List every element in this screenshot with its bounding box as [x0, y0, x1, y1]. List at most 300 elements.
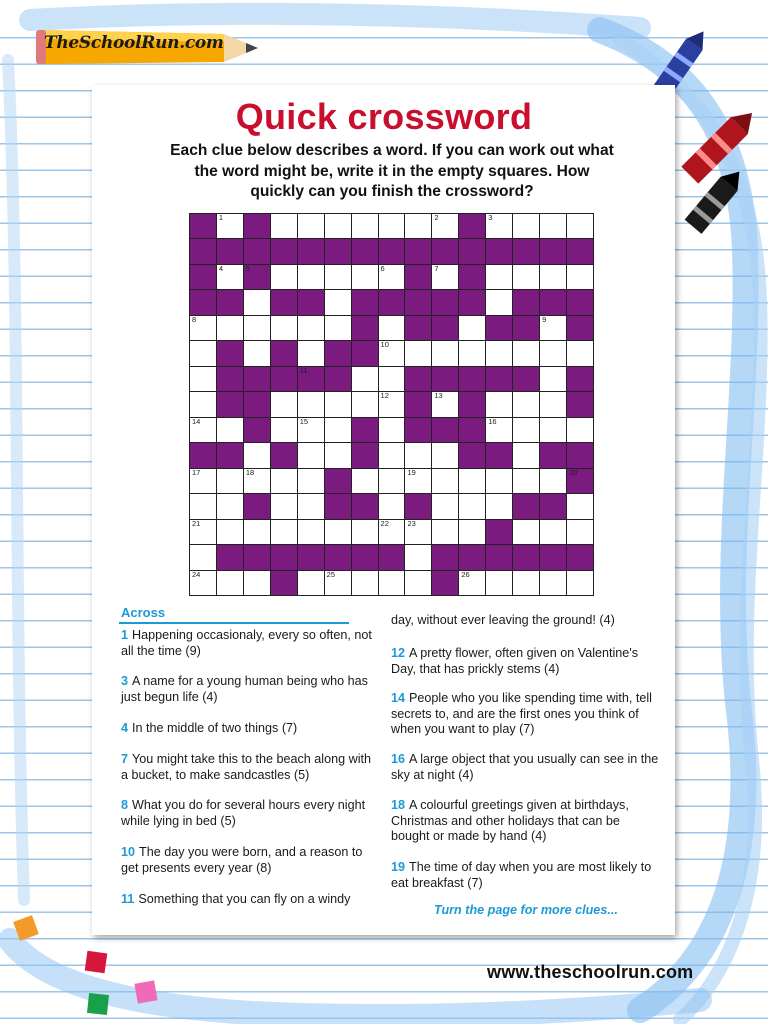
- clue-item: [391, 860, 659, 891]
- answer-square[interactable]: [486, 214, 512, 238]
- black-square: [513, 239, 539, 263]
- across-heading: Across: [121, 605, 166, 620]
- black-square: [459, 545, 485, 569]
- clue-item-number: 8: [121, 798, 129, 812]
- answer-square[interactable]: [379, 341, 405, 365]
- answer-square[interactable]: [459, 520, 485, 544]
- answer-square[interactable]: [325, 214, 351, 238]
- answer-square[interactable]: [567, 418, 593, 442]
- clue-item: [121, 628, 379, 659]
- black-square: [432, 571, 458, 595]
- black-square: [325, 494, 351, 518]
- black-square: [459, 443, 485, 467]
- answer-square[interactable]: [405, 571, 431, 595]
- black-square: [432, 545, 458, 569]
- black-square: [352, 316, 378, 340]
- black-square: [540, 290, 566, 314]
- black-square: [513, 494, 539, 518]
- black-square: [217, 443, 243, 467]
- clue-item-text: A pretty flower, often given on Valentine's Day, that has prickly stems (4): [391, 646, 639, 676]
- black-square: [405, 316, 431, 340]
- black-square: [379, 290, 405, 314]
- black-square: [271, 239, 297, 263]
- clue-number: 24: [192, 569, 201, 579]
- black-square: [486, 443, 512, 467]
- black-square: [244, 545, 270, 569]
- black-square: [567, 392, 593, 416]
- answer-square[interactable]: [513, 341, 539, 365]
- black-square: [459, 265, 485, 289]
- black-square: [271, 367, 297, 391]
- black-square: [540, 545, 566, 569]
- clue-number: 19: [407, 467, 416, 477]
- answer-square[interactable]: [217, 469, 243, 493]
- clue-number: 13: [434, 391, 443, 401]
- clue-item: [391, 798, 659, 845]
- clue-item-text: People who you like spending time with, tell secrets to, and are the first ones you think of when you want to play (7): [391, 691, 652, 737]
- answer-square[interactable]: [513, 520, 539, 544]
- answer-square[interactable]: [513, 469, 539, 493]
- answer-square[interactable]: [352, 367, 378, 391]
- black-square: [271, 571, 297, 595]
- answer-square[interactable]: [379, 214, 405, 238]
- black-square: [459, 367, 485, 391]
- answer-square[interactable]: [271, 418, 297, 442]
- answer-square[interactable]: [486, 494, 512, 518]
- answer-square[interactable]: [271, 316, 297, 340]
- black-square: [217, 392, 243, 416]
- answer-square[interactable]: [567, 520, 593, 544]
- clue-number: 21: [192, 518, 201, 528]
- answer-square[interactable]: [567, 341, 593, 365]
- answer-square[interactable]: [271, 520, 297, 544]
- answer-square[interactable]: [432, 469, 458, 493]
- answer-square[interactable]: [325, 290, 351, 314]
- clue-number: 25: [326, 569, 335, 579]
- answer-square[interactable]: [271, 265, 297, 289]
- answer-square[interactable]: [325, 316, 351, 340]
- answer-square[interactable]: [271, 214, 297, 238]
- site-url[interactable]: www.theschoolrun.com: [487, 962, 694, 982]
- answer-square[interactable]: [217, 265, 243, 289]
- clue-number: 6: [380, 263, 385, 273]
- answer-square[interactable]: [379, 520, 405, 544]
- answer-square[interactable]: [513, 265, 539, 289]
- answer-square[interactable]: [379, 443, 405, 467]
- answer-square[interactable]: [459, 469, 485, 493]
- answer-square[interactable]: [325, 418, 351, 442]
- answer-square[interactable]: [432, 520, 458, 544]
- black-square: [325, 469, 351, 493]
- answer-square[interactable]: [244, 443, 270, 467]
- across-underline: [119, 622, 349, 624]
- answer-square[interactable]: [540, 469, 566, 493]
- black-square: [405, 418, 431, 442]
- answer-square[interactable]: [352, 392, 378, 416]
- answer-square[interactable]: [298, 265, 324, 289]
- black-square: [486, 239, 512, 263]
- black-square: [298, 290, 324, 314]
- answer-square[interactable]: [352, 469, 378, 493]
- answer-square[interactable]: [567, 214, 593, 238]
- orange-confetti-icon: [13, 915, 39, 941]
- answer-square[interactable]: [486, 265, 512, 289]
- clue-number: 26: [461, 569, 470, 579]
- clue-item-text: A colourful greetings given at birthdays, Christmas and other holidays that can be bought or made by hand (4): [391, 798, 629, 844]
- clue-item-text: The time of day when you are most likely to eat breakfast (7): [391, 860, 652, 890]
- black-square: [567, 316, 593, 340]
- black-square: [244, 392, 270, 416]
- answer-square[interactable]: [432, 494, 458, 518]
- black-square: [405, 239, 431, 263]
- answer-square[interactable]: [298, 443, 324, 467]
- black-square: [405, 367, 431, 391]
- clue-item-number: 19: [391, 860, 406, 874]
- answer-square[interactable]: [217, 418, 243, 442]
- black-square: [379, 545, 405, 569]
- clue-item-number: 11: [121, 892, 135, 906]
- black-square: [432, 290, 458, 314]
- answer-square[interactable]: [486, 418, 512, 442]
- black-square: [459, 239, 485, 263]
- answer-square[interactable]: [244, 316, 270, 340]
- answer-square[interactable]: [190, 341, 216, 365]
- clue-number: 8: [192, 314, 197, 324]
- answer-square[interactable]: [244, 341, 270, 365]
- clue-number: 14: [192, 416, 201, 426]
- clue-item-text: Happening occasionaly, every so often, not all the time (9): [121, 628, 372, 658]
- answer-square[interactable]: [405, 214, 431, 238]
- black-square: [540, 443, 566, 467]
- black-square: [567, 290, 593, 314]
- clue-item: [121, 752, 379, 783]
- black-square: [459, 392, 485, 416]
- answer-square[interactable]: [298, 494, 324, 518]
- page-title: Quick crossword: [235, 96, 533, 137]
- answer-square[interactable]: [459, 571, 485, 595]
- answer-square[interactable]: [405, 341, 431, 365]
- answer-square[interactable]: [325, 392, 351, 416]
- black-square: [567, 545, 593, 569]
- clue-number: 23: [407, 518, 416, 528]
- answer-square[interactable]: [405, 443, 431, 467]
- black-square: [486, 520, 512, 544]
- clue-item-number: 18: [391, 798, 406, 812]
- pink-confetti-icon: [134, 980, 157, 1003]
- clue-item-number: 14: [391, 691, 406, 705]
- answer-square[interactable]: [432, 443, 458, 467]
- black-square: [379, 239, 405, 263]
- answer-square[interactable]: [540, 265, 566, 289]
- black-square: [405, 392, 431, 416]
- clue-item: [121, 721, 379, 737]
- answer-square[interactable]: [513, 571, 539, 595]
- clue-number: 7: [434, 263, 439, 273]
- answer-square[interactable]: [379, 494, 405, 518]
- answer-square[interactable]: [190, 469, 216, 493]
- clue-item-number: 3: [121, 674, 129, 688]
- answer-square[interactable]: [486, 469, 512, 493]
- clue-item-number: 10: [121, 845, 136, 859]
- black-square: [244, 265, 270, 289]
- answer-square[interactable]: [190, 367, 216, 391]
- black-square: [459, 418, 485, 442]
- black-square: [513, 290, 539, 314]
- intro-text: Each clue below describes a word. If you can work out what the word might be, write it in the empty squares. How quickly can you finish the crossword?: [170, 142, 614, 200]
- answer-square[interactable]: [190, 545, 216, 569]
- black-square: [567, 367, 593, 391]
- black-square: [459, 290, 485, 314]
- clue-number: 22: [380, 518, 389, 528]
- clue-11-continued: day, without ever leaving the ground! (4): [391, 613, 615, 627]
- black-square: [325, 545, 351, 569]
- answer-square[interactable]: [244, 290, 270, 314]
- black-square: [432, 367, 458, 391]
- answer-square[interactable]: [432, 265, 458, 289]
- black-square: [190, 443, 216, 467]
- clue-number: 18: [245, 467, 255, 477]
- answer-square[interactable]: [540, 341, 566, 365]
- black-square: [352, 494, 378, 518]
- clue-number: 3: [488, 213, 493, 222]
- clue-item: [391, 691, 659, 738]
- clue-item-text: Something that you can fly on a windy: [138, 892, 351, 906]
- clue-number: 5: [245, 263, 251, 273]
- black-square: [244, 214, 270, 238]
- answer-square[interactable]: [540, 214, 566, 238]
- answer-square[interactable]: [459, 341, 485, 365]
- black-crayon-icon: [678, 168, 748, 238]
- answer-square[interactable]: [244, 469, 270, 493]
- clue-number: 16: [488, 416, 497, 426]
- black-square: [244, 239, 270, 263]
- clue-item-text: In the middle of two things (7): [132, 721, 298, 735]
- black-square: [217, 341, 243, 365]
- answer-square[interactable]: [432, 392, 458, 416]
- clue-item-text: A large object that you usually can see in the sky at night (4): [391, 752, 659, 782]
- answer-square[interactable]: [271, 494, 297, 518]
- answer-square[interactable]: [379, 469, 405, 493]
- black-square: [432, 418, 458, 442]
- answer-square[interactable]: [217, 316, 243, 340]
- answer-square[interactable]: [298, 418, 324, 442]
- black-square: [325, 239, 351, 263]
- green-confetti-icon: [87, 993, 109, 1015]
- answer-square[interactable]: [540, 571, 566, 595]
- answer-square[interactable]: [190, 392, 216, 416]
- black-square: [405, 265, 431, 289]
- answer-square[interactable]: [190, 494, 216, 518]
- answer-square[interactable]: [513, 443, 539, 467]
- answer-square[interactable]: [379, 418, 405, 442]
- answer-square[interactable]: [217, 494, 243, 518]
- black-square: [567, 239, 593, 263]
- answer-square[interactable]: [459, 316, 485, 340]
- answer-square[interactable]: [298, 571, 324, 595]
- answer-square[interactable]: [567, 265, 593, 289]
- black-square: [217, 239, 243, 263]
- answer-square[interactable]: [244, 520, 270, 544]
- answer-square[interactable]: [486, 392, 512, 416]
- answer-square[interactable]: [298, 341, 324, 365]
- black-square: [298, 239, 324, 263]
- clue-item-number: 16: [391, 752, 406, 766]
- answer-square[interactable]: [352, 571, 378, 595]
- answer-square[interactable]: [298, 392, 324, 416]
- black-square: [486, 367, 512, 391]
- answer-square[interactable]: [379, 316, 405, 340]
- black-square: [432, 239, 458, 263]
- black-square: [352, 239, 378, 263]
- answer-square[interactable]: [513, 392, 539, 416]
- black-square: [190, 265, 216, 289]
- clue-item-number: 4: [121, 721, 129, 735]
- clue-item-text: The day you were born, and a reason to get presents every year (8): [121, 845, 363, 875]
- answer-square[interactable]: [432, 214, 458, 238]
- answer-square[interactable]: [567, 494, 593, 518]
- answer-square[interactable]: [217, 520, 243, 544]
- black-square: [271, 341, 297, 365]
- black-square: [405, 290, 431, 314]
- black-square: [217, 545, 243, 569]
- black-square: [459, 214, 485, 238]
- black-square: [567, 469, 593, 493]
- black-square: [271, 545, 297, 569]
- clue-item-text: A name for a young human being who has just begun life (4): [121, 674, 368, 704]
- clue-item: [121, 892, 379, 908]
- black-square: [405, 494, 431, 518]
- clue-number: 11: [299, 365, 308, 375]
- answer-square[interactable]: [379, 571, 405, 595]
- red-confetti-icon: [85, 951, 108, 974]
- black-square: [271, 443, 297, 467]
- turn-page-note: Turn the page for more clues...: [434, 903, 618, 917]
- black-square: [513, 545, 539, 569]
- answer-square[interactable]: [540, 316, 566, 340]
- answer-square[interactable]: [379, 367, 405, 391]
- answer-square[interactable]: [217, 214, 243, 238]
- black-square: [567, 443, 593, 467]
- black-square: [352, 443, 378, 467]
- answer-square[interactable]: [190, 418, 216, 442]
- clue-item: [391, 646, 659, 677]
- answer-square[interactable]: [540, 392, 566, 416]
- clue-item: [121, 674, 379, 705]
- answer-square[interactable]: [298, 316, 324, 340]
- clue-number: 20: [569, 467, 578, 477]
- answer-square[interactable]: [459, 494, 485, 518]
- answer-square[interactable]: [513, 214, 539, 238]
- answer-square[interactable]: [513, 418, 539, 442]
- black-square: [513, 367, 539, 391]
- answer-square[interactable]: [271, 469, 297, 493]
- answer-square[interactable]: [405, 545, 431, 569]
- answer-square[interactable]: [325, 265, 351, 289]
- answer-square[interactable]: [190, 571, 216, 595]
- black-square: [298, 545, 324, 569]
- black-square: [217, 290, 243, 314]
- answer-square[interactable]: [298, 469, 324, 493]
- black-square: [352, 290, 378, 314]
- clue-number: 17: [192, 467, 201, 477]
- black-square: [217, 367, 243, 391]
- answer-square[interactable]: [298, 520, 324, 544]
- answer-square[interactable]: [486, 290, 512, 314]
- answer-square[interactable]: [352, 520, 378, 544]
- black-square: [244, 494, 270, 518]
- answer-square[interactable]: [540, 520, 566, 544]
- answer-square[interactable]: [486, 341, 512, 365]
- clue-number: 12: [380, 391, 389, 401]
- answer-square[interactable]: [486, 571, 512, 595]
- crossword-grid[interactable]: [189, 213, 594, 596]
- brand-logo-text[interactable]: TheSchoolRun.com: [44, 33, 224, 53]
- answer-square[interactable]: [352, 214, 378, 238]
- clue-item: [121, 845, 379, 876]
- black-square: [352, 341, 378, 365]
- black-square: [190, 214, 216, 238]
- black-square: [352, 418, 378, 442]
- answer-square[interactable]: [540, 367, 566, 391]
- answer-square[interactable]: [379, 265, 405, 289]
- black-square: [540, 494, 566, 518]
- black-square: [244, 418, 270, 442]
- black-square: [486, 316, 512, 340]
- answer-square[interactable]: [405, 469, 431, 493]
- clue-item: [391, 752, 659, 783]
- black-square: [190, 290, 216, 314]
- clue-number: 10: [380, 340, 389, 350]
- black-square: [325, 341, 351, 365]
- black-square: [352, 545, 378, 569]
- black-square: [190, 239, 216, 263]
- clue-number: 2: [434, 213, 439, 222]
- answer-square[interactable]: [325, 443, 351, 467]
- clue-item-number: 7: [121, 752, 129, 766]
- clue-number: 15: [299, 416, 309, 426]
- answer-square[interactable]: [217, 571, 243, 595]
- answer-square[interactable]: [567, 571, 593, 595]
- answer-square[interactable]: [540, 418, 566, 442]
- answer-square[interactable]: [432, 341, 458, 365]
- answer-square[interactable]: [298, 214, 324, 238]
- answer-square[interactable]: [244, 571, 270, 595]
- clue-number: 9: [542, 314, 547, 324]
- black-square: [271, 290, 297, 314]
- answer-square[interactable]: [405, 520, 431, 544]
- clue-item: [121, 798, 379, 829]
- black-square: [432, 316, 458, 340]
- clue-number: 1: [218, 213, 224, 222]
- answer-square[interactable]: [325, 571, 351, 595]
- black-square: [513, 316, 539, 340]
- answer-square[interactable]: [379, 392, 405, 416]
- clue-item-number: 12: [391, 646, 406, 660]
- answer-square[interactable]: [271, 392, 297, 416]
- clue-item-number: 1: [121, 628, 129, 642]
- answer-square[interactable]: [325, 520, 351, 544]
- black-square: [486, 545, 512, 569]
- answer-square[interactable]: [190, 316, 216, 340]
- black-square: [325, 367, 351, 391]
- answer-square[interactable]: [352, 265, 378, 289]
- clue-item-text: You might take this to the beach along with a bucket, to make sandcastles (5): [121, 752, 371, 782]
- clue-item-text: What you do for several hours every night while lying in bed (5): [121, 798, 366, 828]
- black-square: [298, 367, 324, 391]
- black-square: [244, 367, 270, 391]
- clue-number: 4: [218, 263, 224, 273]
- answer-square[interactable]: [190, 520, 216, 544]
